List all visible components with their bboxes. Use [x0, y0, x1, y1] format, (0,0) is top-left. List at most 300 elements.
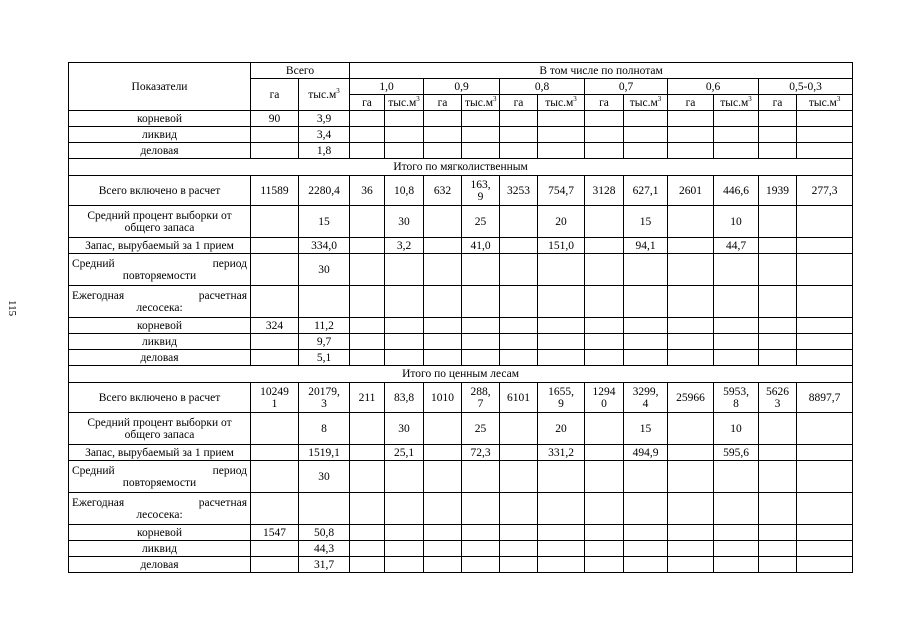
- value-cell: 494,9: [624, 445, 668, 461]
- row-label: корневой: [69, 111, 251, 127]
- header-m3: [385, 95, 424, 111]
- empty-cell: [624, 127, 668, 143]
- empty-cell: [759, 334, 797, 350]
- empty-cell: [585, 461, 624, 493]
- empty-cell: [714, 143, 759, 159]
- row-label: [69, 413, 251, 445]
- header-total: Всего: [251, 63, 350, 79]
- header-density: 0,6: [668, 79, 759, 95]
- value-cell: 446,6: [714, 176, 759, 206]
- value-cell: 25: [462, 413, 500, 445]
- row-label: деловая: [69, 557, 251, 573]
- header-m3: [714, 95, 759, 111]
- empty-cell: [500, 318, 538, 334]
- header-ha: га: [500, 95, 538, 111]
- table-row: [69, 63, 853, 79]
- value-cell: 10249 1: [251, 383, 299, 413]
- label-line: общего запаса: [124, 428, 195, 441]
- label-line: [72, 258, 247, 270]
- unit-label: тыс.м: [720, 96, 749, 109]
- value-cell: [350, 206, 385, 238]
- value-cell: 3,2: [385, 238, 424, 254]
- value-cell: 15: [624, 206, 668, 238]
- unit-superscript: 3: [493, 94, 497, 103]
- table-row: [69, 445, 853, 461]
- value-cell: 20179, 3: [299, 383, 350, 413]
- value-cell: 1519,1: [299, 445, 350, 461]
- value-cell: 10: [714, 413, 759, 445]
- empty-cell: [668, 111, 714, 127]
- value-m3: 31,7: [299, 557, 350, 573]
- row-label: корневой: [69, 318, 251, 334]
- empty-cell: [585, 541, 624, 557]
- value-cell: 2280,4: [299, 176, 350, 206]
- empty-cell: [585, 111, 624, 127]
- empty-cell: [385, 525, 424, 541]
- value-cell: [350, 445, 385, 461]
- value-cell: 15: [299, 206, 350, 238]
- empty-cell: [624, 525, 668, 541]
- empty-cell: [668, 350, 714, 366]
- header-by-density: В том числе по полнотам: [350, 63, 853, 79]
- unit-label: тыс.м: [545, 96, 574, 109]
- page-number: 115: [6, 300, 18, 317]
- unit-superscript: 3: [836, 94, 841, 103]
- value-cell: [759, 445, 797, 461]
- row-label: Всего включено в расчет: [69, 176, 251, 206]
- empty-cell: [759, 111, 797, 127]
- unit-superscript: 3: [657, 94, 662, 103]
- table-row: [69, 493, 853, 525]
- value-cell: 25966: [668, 383, 714, 413]
- unit-label: тыс.м: [465, 96, 494, 109]
- empty-cell: [538, 557, 585, 573]
- empty-cell: [538, 143, 585, 159]
- row-label: [69, 461, 251, 493]
- label-word: Ежегодная: [72, 289, 125, 302]
- empty-cell: [385, 557, 424, 573]
- table-row: [69, 383, 853, 413]
- value-cell: 8897,7: [797, 383, 853, 413]
- unit-superscript: 3: [748, 94, 752, 103]
- value-cell: [251, 206, 299, 238]
- value-cell: 10,8: [385, 176, 424, 206]
- table-row: [69, 111, 853, 127]
- empty-cell: [797, 111, 853, 127]
- row-label: [69, 206, 251, 238]
- empty-cell: [585, 557, 624, 573]
- empty-cell: [424, 111, 462, 127]
- table-row: [69, 541, 853, 557]
- empty-cell: [585, 254, 624, 286]
- header-ha: га: [759, 95, 797, 111]
- table-row: [69, 318, 853, 334]
- empty-cell: [424, 350, 462, 366]
- row-label: Запас, вырубаемый за 1 прием: [69, 238, 251, 254]
- empty-cell: [350, 143, 385, 159]
- section-title: Итого по ценным лесам: [69, 366, 853, 383]
- empty-cell: [714, 334, 759, 350]
- empty-cell: [585, 525, 624, 541]
- empty-cell: [500, 525, 538, 541]
- empty-cell: [759, 525, 797, 541]
- table-row: [69, 127, 853, 143]
- value-cell: 3299, 4: [624, 383, 668, 413]
- empty-cell: [624, 461, 668, 493]
- empty-cell: [350, 334, 385, 350]
- empty-cell: [299, 286, 350, 318]
- value-cell: 30: [385, 206, 424, 238]
- row-label: [69, 286, 251, 318]
- value-cell: 1655, 9: [538, 383, 585, 413]
- table-row: [69, 254, 853, 286]
- row-label: [69, 493, 251, 525]
- value-cell: [424, 238, 462, 254]
- empty-cell: [385, 461, 424, 493]
- unit-label: тыс.м: [308, 88, 337, 101]
- empty-cell: [500, 493, 538, 525]
- empty-cell: [624, 286, 668, 318]
- empty-cell: [714, 525, 759, 541]
- empty-cell: [462, 557, 500, 573]
- empty-cell: [462, 334, 500, 350]
- empty-cell: [350, 541, 385, 557]
- value-cell: [585, 413, 624, 445]
- empty-cell: [385, 350, 424, 366]
- empty-cell: [624, 334, 668, 350]
- table-row: [69, 366, 853, 383]
- value-ha: 1547: [251, 525, 299, 541]
- empty-cell: [350, 557, 385, 573]
- value-cell: 632: [424, 176, 462, 206]
- table-row: [69, 413, 853, 445]
- value-cell: 30: [385, 413, 424, 445]
- value-ha: 90: [251, 111, 299, 127]
- empty-cell: [714, 557, 759, 573]
- value-cell: [797, 445, 853, 461]
- value-cell: 5953, 8: [714, 383, 759, 413]
- value-cell: [500, 445, 538, 461]
- empty-cell: [462, 350, 500, 366]
- value-cell: [797, 238, 853, 254]
- unit-superscript: 3: [573, 94, 577, 103]
- row-label: ликвид: [69, 541, 251, 557]
- header-m3: [299, 79, 350, 111]
- value-cell: 25,1: [385, 445, 424, 461]
- value-cell: 36: [350, 176, 385, 206]
- label-word: период: [212, 464, 247, 477]
- empty-cell: [500, 254, 538, 286]
- empty-cell: [624, 350, 668, 366]
- value-cell: [424, 445, 462, 461]
- table-row: [69, 206, 853, 238]
- value-cell: 20: [538, 206, 585, 238]
- value-ha: [251, 541, 299, 557]
- empty-cell: [624, 318, 668, 334]
- empty-cell: [797, 350, 853, 366]
- empty-cell: [585, 318, 624, 334]
- empty-cell: [714, 286, 759, 318]
- empty-cell: [500, 350, 538, 366]
- value-cell: 3253: [500, 176, 538, 206]
- header-ha: га: [251, 79, 299, 111]
- table-row: [69, 350, 853, 366]
- value-cell: 754,7: [538, 176, 585, 206]
- header-m3: [538, 95, 585, 111]
- value-cell: 163, 9: [462, 176, 500, 206]
- empty-cell: [424, 318, 462, 334]
- label-line: лесосека:: [136, 301, 183, 314]
- empty-cell: [759, 286, 797, 318]
- empty-cell: [350, 254, 385, 286]
- empty-cell: [759, 127, 797, 143]
- empty-cell: [668, 318, 714, 334]
- value-cell: [500, 206, 538, 238]
- empty-cell: [385, 541, 424, 557]
- header-ha: га: [424, 95, 462, 111]
- row-label: ликвид: [69, 127, 251, 143]
- value-ha: [251, 557, 299, 573]
- table-row: [69, 159, 853, 176]
- value-cell: [251, 238, 299, 254]
- empty-cell: [797, 461, 853, 493]
- empty-cell: [424, 525, 462, 541]
- empty-cell: [624, 541, 668, 557]
- value-cell: 83,8: [385, 383, 424, 413]
- empty-cell: [251, 461, 299, 493]
- label-line: общего запаса: [124, 221, 195, 234]
- empty-cell: [759, 461, 797, 493]
- label-line: повторяемости: [122, 269, 197, 282]
- empty-cell: [668, 493, 714, 525]
- empty-cell: [668, 143, 714, 159]
- empty-cell: [385, 143, 424, 159]
- empty-cell: [462, 254, 500, 286]
- header-m3: [624, 95, 668, 111]
- value-cell: 8: [299, 413, 350, 445]
- value-ha: [251, 143, 299, 159]
- header-ha: га: [350, 95, 385, 111]
- table-row: [69, 461, 853, 493]
- label-line: [72, 290, 247, 302]
- empty-cell: [385, 318, 424, 334]
- empty-cell: [350, 318, 385, 334]
- value-cell: 25: [462, 206, 500, 238]
- empty-cell: [797, 318, 853, 334]
- empty-cell: [624, 557, 668, 573]
- empty-cell: [668, 525, 714, 541]
- value-ha: [251, 127, 299, 143]
- empty-cell: [585, 127, 624, 143]
- value-cell: 1939: [759, 176, 797, 206]
- empty-cell: [714, 350, 759, 366]
- empty-cell: [538, 254, 585, 286]
- empty-cell: [797, 525, 853, 541]
- header-m3: [462, 95, 500, 111]
- value-cell: [251, 413, 299, 445]
- value-cell: 94,1: [624, 238, 668, 254]
- empty-cell: [797, 286, 853, 318]
- empty-cell: [797, 334, 853, 350]
- value-cell: [797, 206, 853, 238]
- empty-cell: [668, 461, 714, 493]
- empty-cell: [714, 461, 759, 493]
- empty-cell: [538, 350, 585, 366]
- empty-cell: [759, 254, 797, 286]
- header-m3: [797, 95, 853, 111]
- header-density: 1,0: [350, 79, 424, 95]
- header-ha: га: [585, 95, 624, 111]
- value-cell: 72,3: [462, 445, 500, 461]
- empty-cell: [668, 127, 714, 143]
- value-cell: 334,0: [299, 238, 350, 254]
- value-cell: [797, 413, 853, 445]
- label-word: Средний: [72, 257, 115, 270]
- empty-cell: [424, 493, 462, 525]
- value-cell: 15: [624, 413, 668, 445]
- value-cell: 151,0: [538, 238, 585, 254]
- empty-cell: [424, 541, 462, 557]
- label-word: период: [212, 257, 247, 270]
- value-cell: [759, 206, 797, 238]
- value-cell: 595,6: [714, 445, 759, 461]
- empty-cell: [714, 127, 759, 143]
- table-row: [69, 176, 853, 206]
- value-cell: 211: [350, 383, 385, 413]
- value-cell: [350, 413, 385, 445]
- empty-cell: [500, 557, 538, 573]
- table-row: [69, 143, 853, 159]
- header-density: 0,9: [424, 79, 500, 95]
- value-ha: [251, 350, 299, 366]
- empty-cell: [668, 541, 714, 557]
- empty-cell: [585, 143, 624, 159]
- empty-cell: [759, 541, 797, 557]
- value-cell: [759, 238, 797, 254]
- empty-cell: [500, 286, 538, 318]
- empty-cell: [500, 541, 538, 557]
- header-density: 0,5-0,3: [759, 79, 853, 95]
- empty-cell: [350, 493, 385, 525]
- value-cell: 1010: [424, 383, 462, 413]
- value-cell: [668, 206, 714, 238]
- empty-cell: [424, 127, 462, 143]
- value-cell: 3128: [585, 176, 624, 206]
- value-cell: 331,2: [538, 445, 585, 461]
- empty-cell: [759, 350, 797, 366]
- label-line: [72, 497, 247, 509]
- empty-cell: [797, 557, 853, 573]
- label-line: Средний процент выборки от: [87, 416, 232, 429]
- row-label: деловая: [69, 143, 251, 159]
- table-row: [69, 286, 853, 318]
- empty-cell: [538, 111, 585, 127]
- value-cell: 41,0: [462, 238, 500, 254]
- empty-cell: [385, 111, 424, 127]
- value-cell: 30: [299, 254, 350, 286]
- empty-cell: [350, 525, 385, 541]
- empty-cell: [714, 493, 759, 525]
- label-word: Ежегодная: [72, 496, 125, 509]
- empty-cell: [462, 461, 500, 493]
- empty-cell: [585, 350, 624, 366]
- empty-cell: [624, 254, 668, 286]
- value-m3: 1,8: [299, 143, 350, 159]
- empty-cell: [251, 493, 299, 525]
- empty-cell: [462, 111, 500, 127]
- empty-cell: [350, 350, 385, 366]
- row-label: корневой: [69, 525, 251, 541]
- empty-cell: [424, 334, 462, 350]
- empty-cell: [759, 493, 797, 525]
- empty-cell: [624, 111, 668, 127]
- value-cell: 30: [299, 461, 350, 493]
- empty-cell: [668, 254, 714, 286]
- label-line: [72, 465, 247, 477]
- empty-cell: [538, 286, 585, 318]
- empty-cell: [585, 286, 624, 318]
- header-density: 0,8: [500, 79, 585, 95]
- value-m3: 44,3: [299, 541, 350, 557]
- value-cell: [424, 413, 462, 445]
- value-m3: 9,7: [299, 334, 350, 350]
- value-cell: 2601: [668, 176, 714, 206]
- value-cell: 288, 7: [462, 383, 500, 413]
- value-cell: 11589: [251, 176, 299, 206]
- header-density: 0,7: [585, 79, 668, 95]
- unit-superscript: 3: [336, 86, 340, 95]
- empty-cell: [538, 461, 585, 493]
- empty-cell: [538, 541, 585, 557]
- empty-cell: [668, 334, 714, 350]
- empty-cell: [797, 254, 853, 286]
- empty-cell: [538, 334, 585, 350]
- empty-cell: [251, 254, 299, 286]
- row-label: Запас, вырубаемый за 1 прием: [69, 445, 251, 461]
- row-label: ликвид: [69, 334, 251, 350]
- empty-cell: [585, 334, 624, 350]
- empty-cell: [797, 541, 853, 557]
- row-label: деловая: [69, 350, 251, 366]
- section-title: Итого по мягколиственным: [69, 159, 853, 176]
- empty-cell: [462, 525, 500, 541]
- empty-cell: [500, 143, 538, 159]
- value-cell: [585, 445, 624, 461]
- empty-cell: [385, 254, 424, 286]
- empty-cell: [538, 525, 585, 541]
- value-cell: [500, 238, 538, 254]
- empty-cell: [797, 127, 853, 143]
- value-cell: 627,1: [624, 176, 668, 206]
- table-row: [69, 525, 853, 541]
- empty-cell: [500, 111, 538, 127]
- empty-cell: [424, 254, 462, 286]
- empty-cell: [462, 143, 500, 159]
- empty-cell: [385, 127, 424, 143]
- empty-cell: [714, 111, 759, 127]
- empty-cell: [385, 334, 424, 350]
- table-row: [69, 557, 853, 573]
- empty-cell: [462, 318, 500, 334]
- value-m3: 3,9: [299, 111, 350, 127]
- value-cell: [251, 445, 299, 461]
- empty-cell: [385, 493, 424, 525]
- empty-cell: [624, 143, 668, 159]
- value-cell: 20: [538, 413, 585, 445]
- empty-cell: [759, 557, 797, 573]
- unit-label: тыс.м: [629, 96, 658, 109]
- empty-cell: [538, 127, 585, 143]
